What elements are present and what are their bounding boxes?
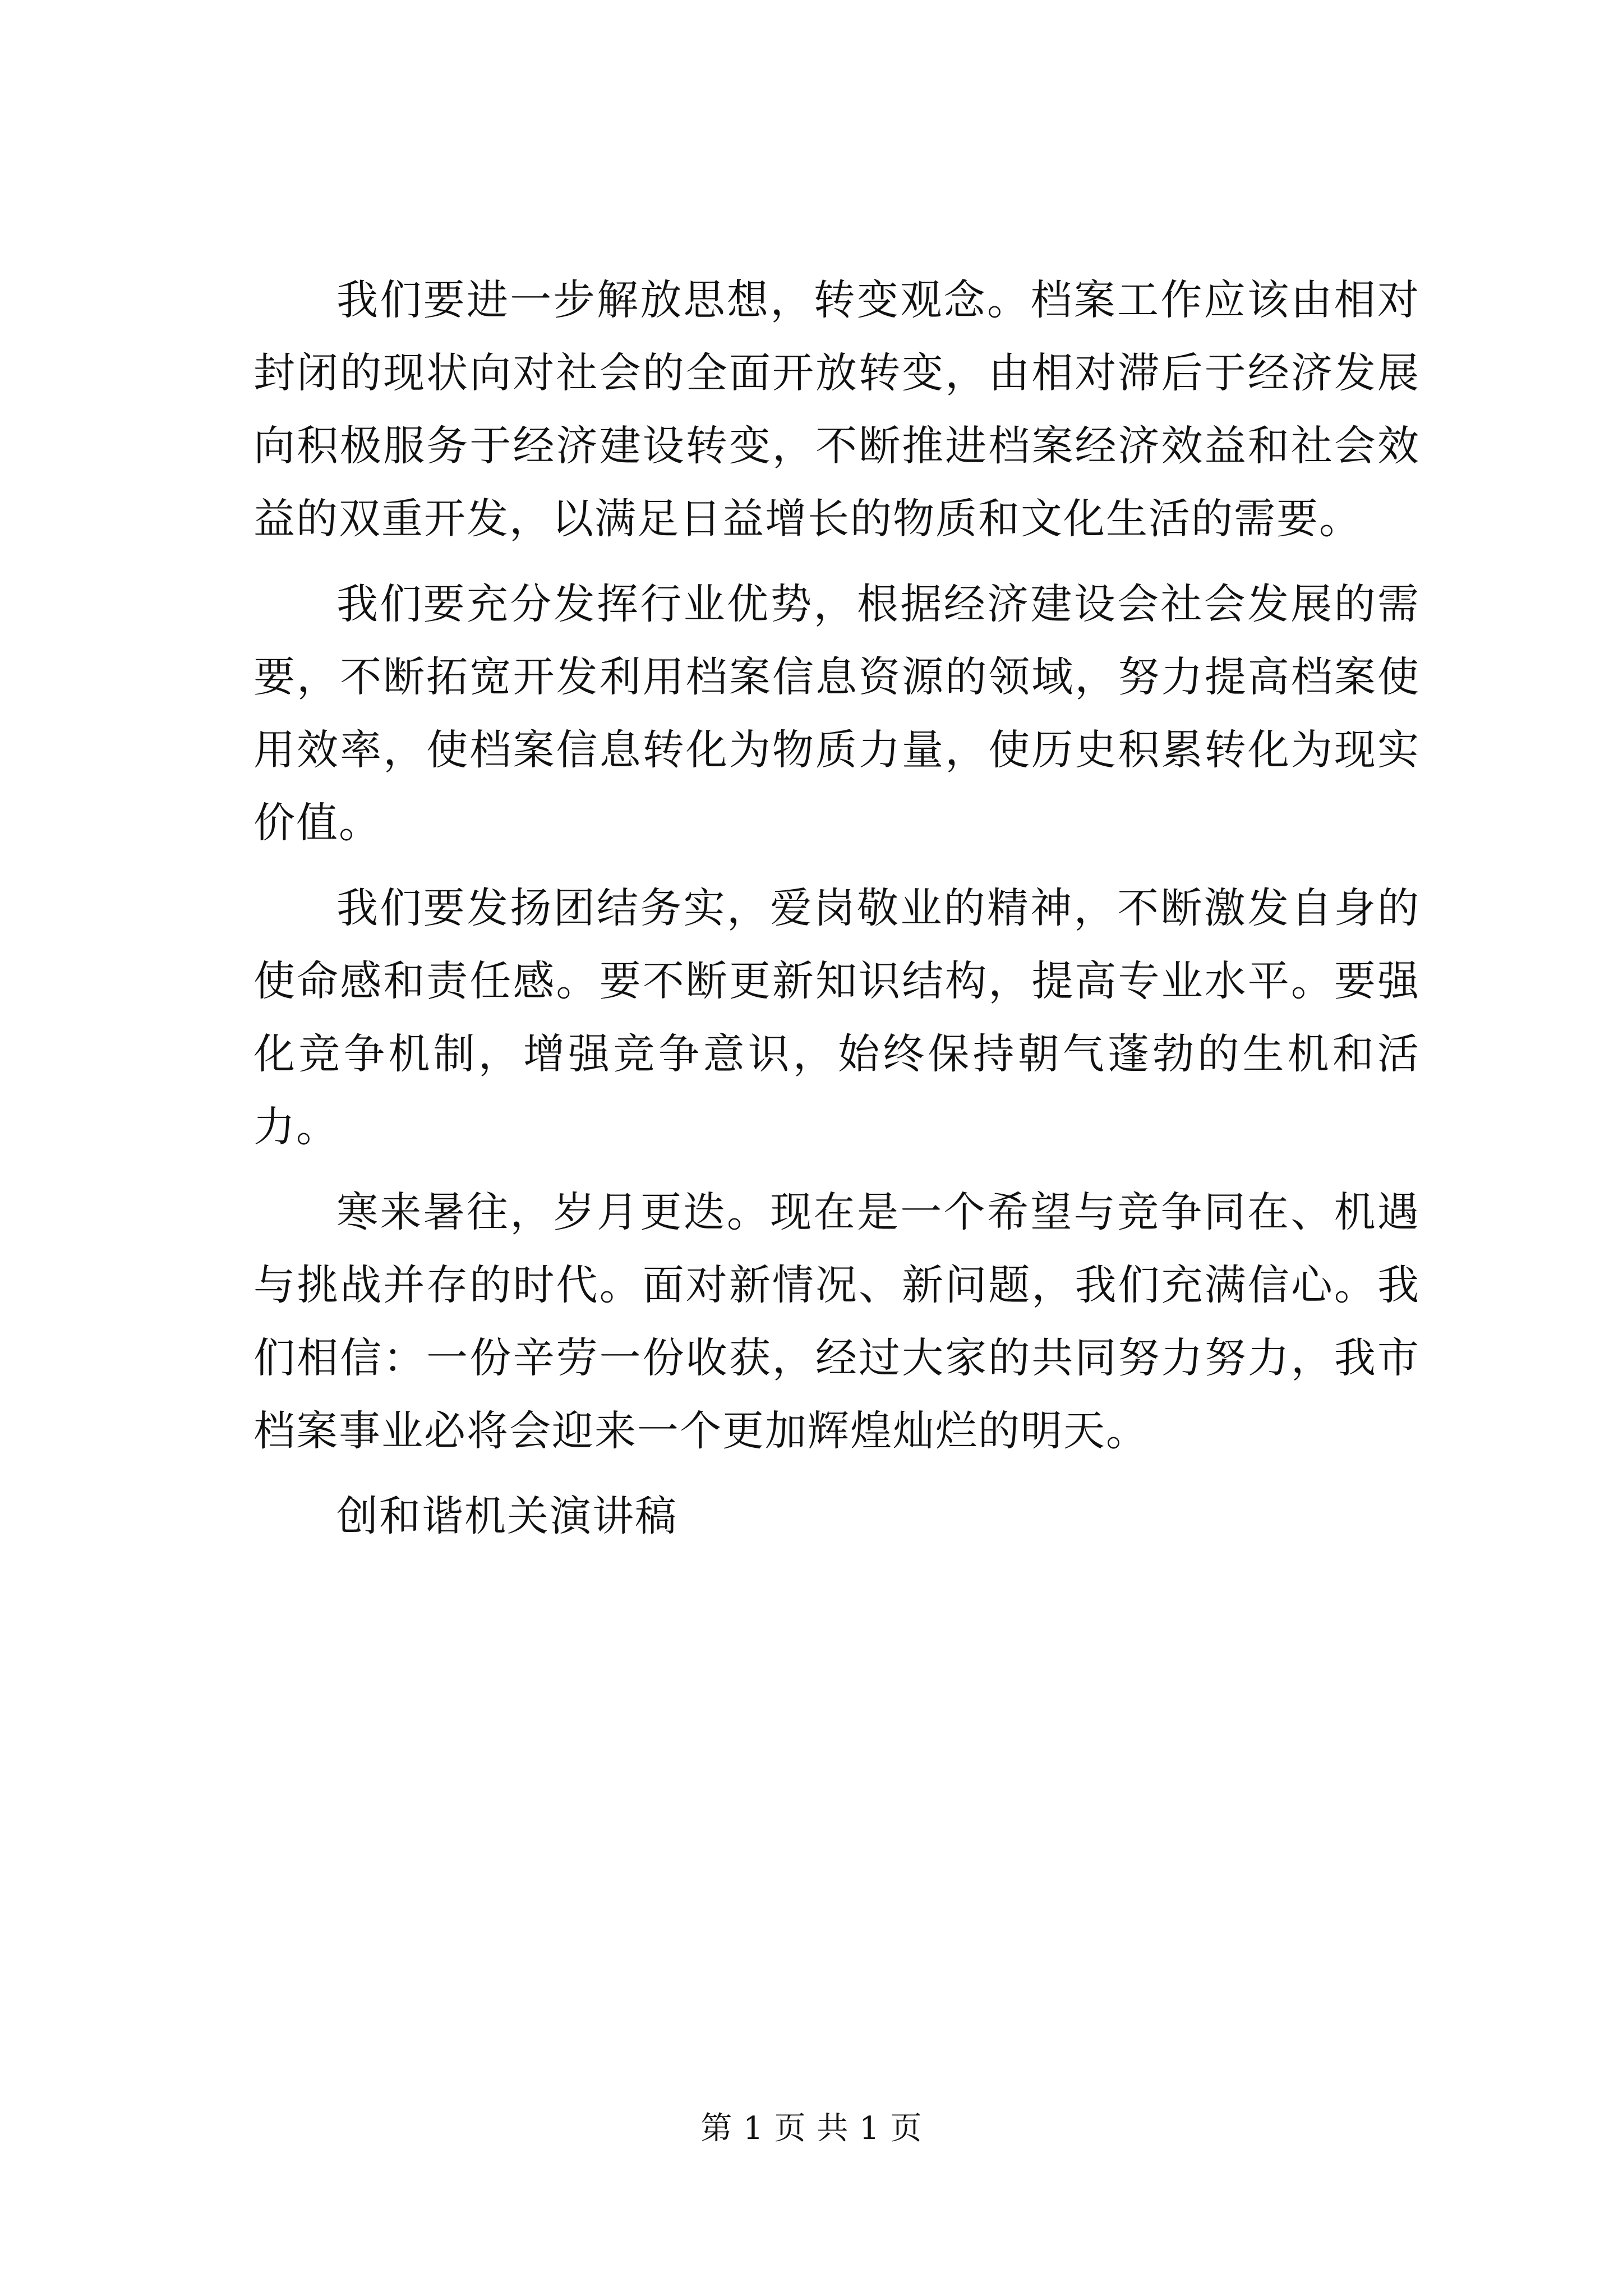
- paragraph-future-outlook: 寒来暑往，岁月更迭。现在是一个希望与竞争同在、机遇与挑战并存的时代。面对新情况、新问题，我们充满信心。我们相信：一份辛劳一份收获，经过大家的共同努力努力，我市档案事业必将会迎来一个更加辉煌灿烂的明天。: [253, 1188, 1420, 1455]
- paragraph-open-mind: 我们要进一步解放思想，转变观念。档案工作应该由相对封闭的现状向对社会的全面开放转变，由相对滞后于经济发展向积极服务于经济建设转变，不断推进档案经济效益和社会效益的双重开发，以满足日益增长的物质和文化生活的需要。: [253, 276, 1420, 543]
- paragraph-industry-advantage: 我们要充分发挥行业优势，根据经济建设会社会发展的需要，不断拓宽开发利用档案信息资源的领域，努力提高档案使用效率，使档案信息转化为物质力量，使历史积累转化为现实价值。: [253, 580, 1420, 847]
- page-footer: 第 1 页 共 1 页: [700, 2110, 923, 2147]
- document-body: [253, 264, 1420, 1565]
- paragraph-next-title: 创和谐机关演讲稿: [336, 1492, 677, 1540]
- paragraph-team-spirit: 我们要发扬团结务实，爱岗敬业的精神，不断激发自身的使命感和责任感。要不断更新知识结构，提高专业水平。要强化竞争机制，增强竞争意识，始终保持朝气蓬勃的生机和活力。: [253, 884, 1420, 1151]
